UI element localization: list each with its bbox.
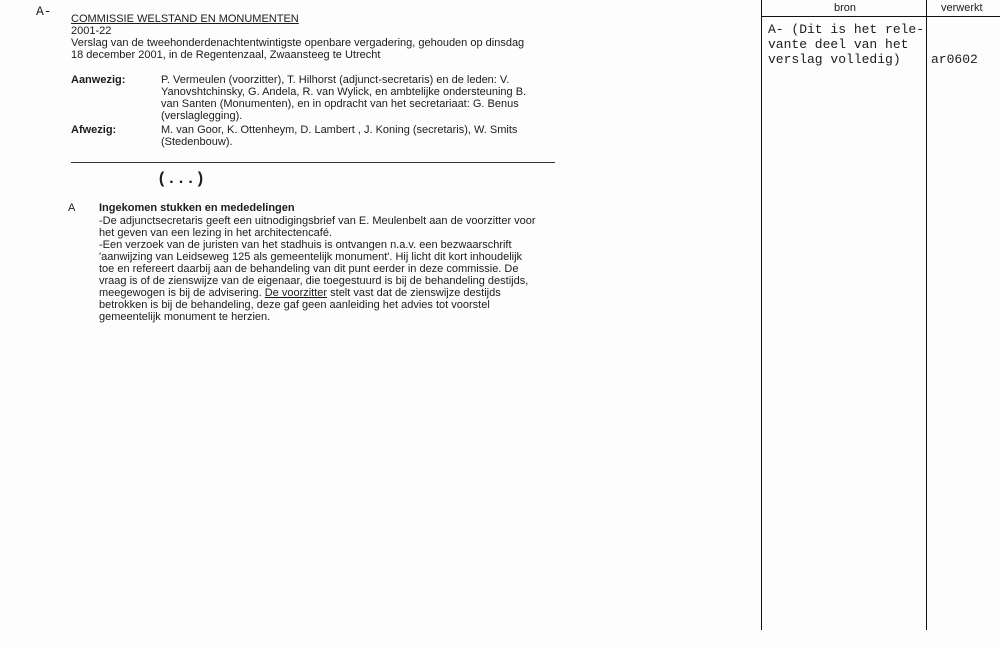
section-line-end: stelt vast dat de zienswijze destijds [327,287,501,299]
section-line-start: meegewogen is bij de advisering. [99,287,265,299]
chairman-reference: De voorzitter [264,287,328,299]
document-title: COMMISSIE WELSTAND EN MONUMENTEN [71,13,299,25]
document-year: 2001-22 [71,25,112,37]
bron-column-left-border [761,0,762,630]
present-line: P. Vermeulen (voorzitter), T. Hilhorst (adjunct-secretaris) en de leden: V. [161,74,510,86]
omission-ellipsis: (...) [157,170,206,188]
meeting-line-1: Verslag van de tweehonderdenachtentwintigste openbare vergadering, gehouden op dinsdag [71,37,525,49]
section-line: toe en refereert daarbij aan de behandeling van dit punt eerder in deze commissie. De [99,263,519,275]
present-line: (verslaglegging). [161,110,243,122]
section-line: -Een verzoek van de juristen van het stadhuis is ontvangen n.a.v. een bezwaarschrift [99,239,512,251]
bron-note-line: vante deel van het [768,37,909,52]
present-label: Aanwezig: [71,74,126,86]
section-line: vraag is of de zienswijze van de eigenaar, die toegestuurd is bij de behandeling destijds, [99,275,529,287]
present-line: van Santen (Monumenten), en in opdracht van het secretariaat: G. Benus [161,98,519,110]
bron-note-line: A- (Dit is het rele- [768,22,925,37]
section-line-with-underline [99,287,501,299]
bron-note-line: verslag volledig) [768,52,901,67]
section-line: 'aanwijzing van Leidseweg 125 als gemeentelijk monument'. Hij licht dit kort inhoudelijk [99,251,523,263]
column-header-rule [761,16,1000,17]
present-line: Yanovshtchinsky, G. Andela, R. van Wylick, en ambtelijke ondersteuning B. [161,86,527,98]
section-heading: Ingekomen stukken en mededelingen [99,202,295,214]
meeting-line-2: 18 december 2001, in de Regentenzaal, Zwaansteeg te Utrecht [71,49,381,61]
absent-line: M. van Goor, K. Ottenheym, D. Lambert , J. Koning (secretaris), W. Smits [161,124,518,136]
verwerkt-column-header: verwerkt [941,2,983,14]
section-letter: A [68,202,76,214]
absent-line: (Stedenbouw). [161,136,233,148]
bron-column-header: bron [834,2,857,14]
separator-rule [71,162,555,163]
verwerkt-code: ar0602 [931,52,978,67]
section-line: het geven van een lezing in het architectencafé. [99,227,332,239]
section-line: betrokken is bij de behandeling, deze gaf geen aanleiding het advies tot voorstel [99,299,490,311]
margin-marker: A- [36,4,52,19]
section-line: -De adjunctsecretaris geeft een uitnodigingsbrief van E. Meulenbelt aan de voorzitter voor [99,215,536,227]
absent-label: Afwezig: [71,124,117,136]
column-divider [926,0,927,630]
section-line: gemeentelijk monument te herzien. [99,311,271,323]
